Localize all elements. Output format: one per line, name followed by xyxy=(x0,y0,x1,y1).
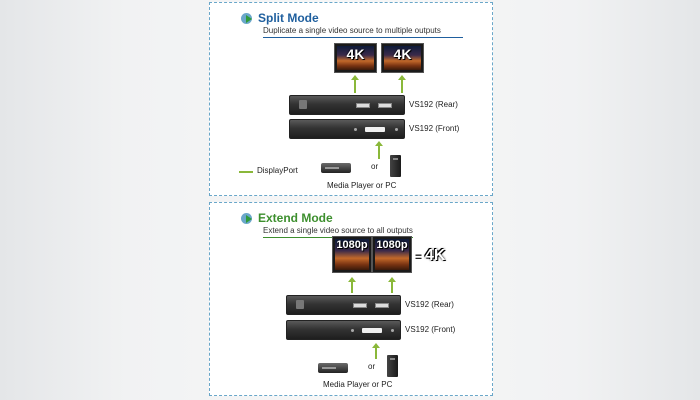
extend-mode-header xyxy=(241,211,333,225)
extend-result-4k: 4K xyxy=(425,247,446,264)
split-vs192-rear xyxy=(289,95,405,115)
split-source-label: Media Player or PC xyxy=(327,181,397,190)
pc-tower-icon xyxy=(390,155,401,177)
extend-arrow-2 xyxy=(391,281,393,293)
split-monitor-2-resolution: 4K xyxy=(393,46,412,62)
media-player-icon xyxy=(321,163,351,173)
split-monitor-1 xyxy=(334,43,377,73)
extend-or-label: or xyxy=(368,362,376,371)
split-mode-header xyxy=(241,11,319,25)
extend-equals-sign: = xyxy=(415,250,423,264)
extend-arrow-1 xyxy=(351,281,353,293)
split-mode-divider xyxy=(263,37,463,38)
extend-source-label: Media Player or PC xyxy=(323,380,393,389)
extend-monitor-1 xyxy=(332,236,372,273)
extend-front-label: VS192 (Front) xyxy=(405,325,456,334)
split-mode-title: Split Mode xyxy=(258,11,319,25)
extend-mode-panel xyxy=(209,202,493,396)
split-vs192-front xyxy=(289,119,405,139)
extend-monitor-1-resolution: 1080p xyxy=(336,239,368,251)
split-or-label: or xyxy=(371,162,379,171)
split-monitor-2 xyxy=(381,43,424,73)
split-arrow-2 xyxy=(401,79,403,93)
split-mode-subtitle: Duplicate a single video source to multiple outputs xyxy=(263,26,441,35)
extend-mode-title: Extend Mode xyxy=(258,211,333,225)
extend-rear-label: VS192 (Rear) xyxy=(405,300,454,309)
displayport-legend-line xyxy=(239,171,253,173)
split-monitor-1-resolution: 4K xyxy=(346,46,365,62)
extend-mode-subtitle: Extend a single video source to all outputs xyxy=(263,226,413,235)
extend-monitor-2-resolution: 1080p xyxy=(376,239,408,251)
extend-monitor-2 xyxy=(372,236,412,273)
split-mode-panel xyxy=(209,2,493,196)
extend-vs192-front xyxy=(286,320,401,340)
split-arrow-1 xyxy=(354,79,356,93)
split-front-label: VS192 (Front) xyxy=(409,124,460,133)
split-rear-label: VS192 (Rear) xyxy=(409,100,458,109)
pc-tower-icon xyxy=(387,355,398,377)
displayport-legend-label: DisplayPort xyxy=(257,166,298,175)
extend-vs192-rear xyxy=(286,295,401,315)
media-player-icon xyxy=(318,363,348,373)
mode-bullet-icon xyxy=(241,213,252,224)
mode-bullet-icon xyxy=(241,13,252,24)
extend-source-arrow xyxy=(375,347,377,359)
split-source-arrow xyxy=(378,145,380,159)
